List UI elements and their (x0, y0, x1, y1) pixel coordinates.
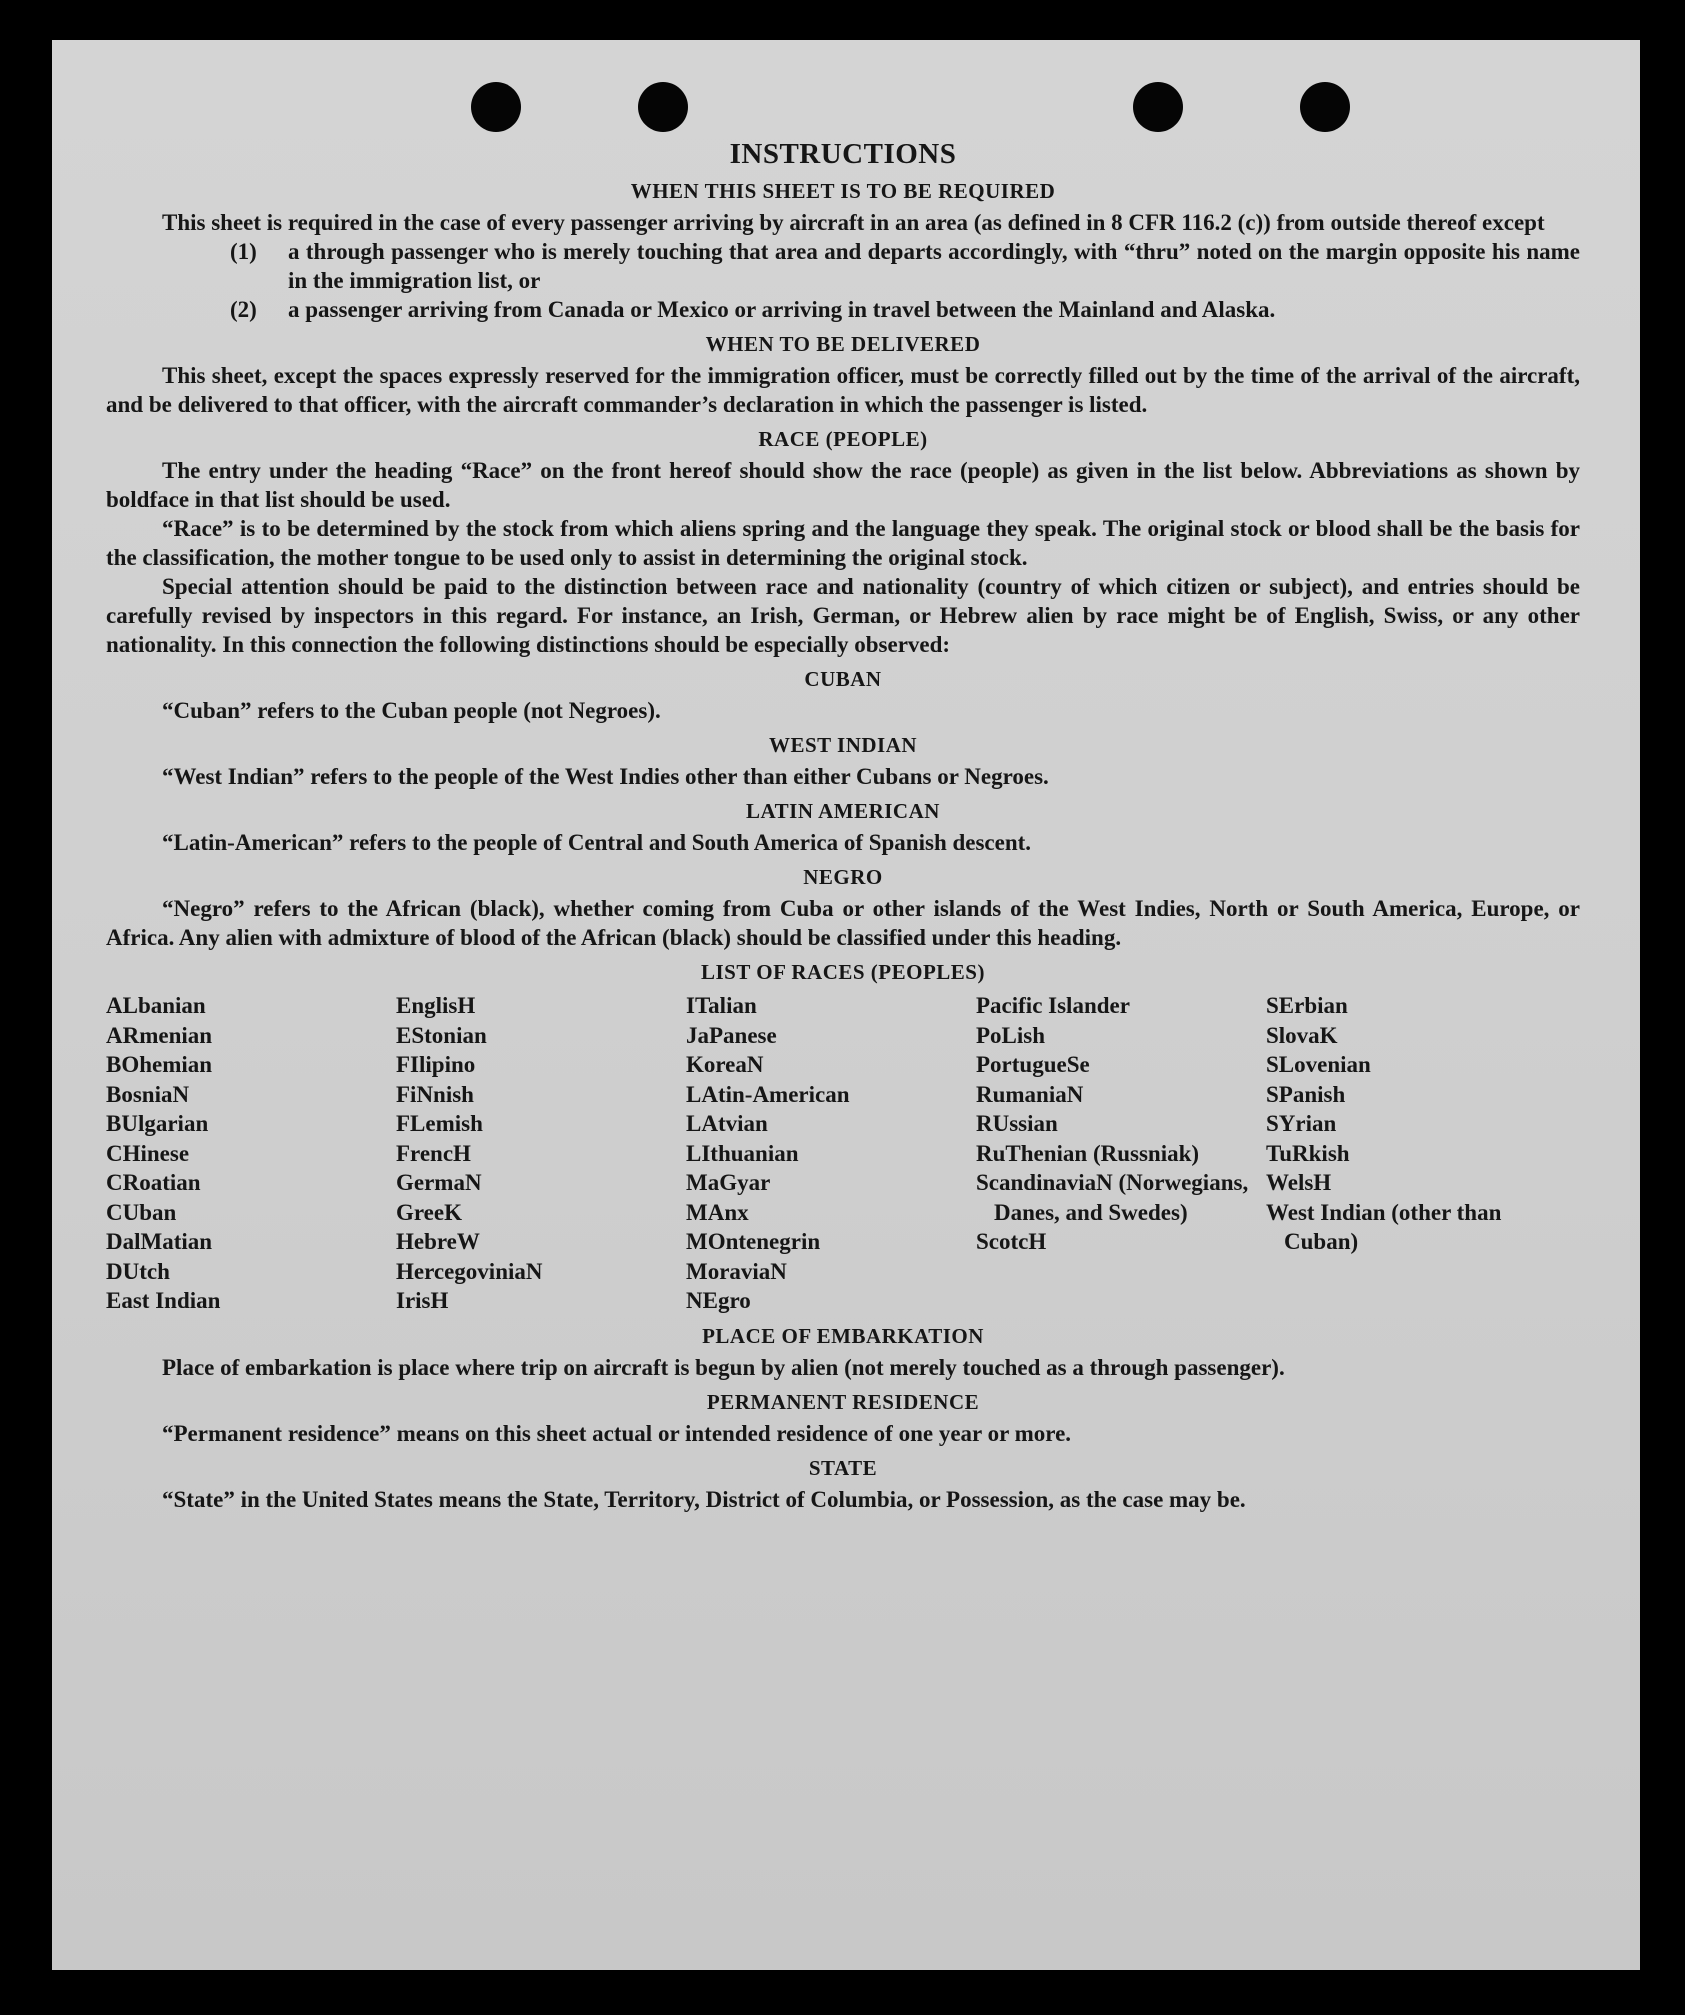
race-list (106, 991, 1580, 1316)
race-entry: MOntenegrin (686, 1229, 821, 1254)
section-heading: WEST INDIAN (768, 733, 918, 757)
exception-item (106, 237, 1580, 295)
section-heading: PERMANENT RESIDENCE (706, 1389, 980, 1414)
race-entry: ITalian (686, 993, 757, 1018)
race-entry: SYrian (1266, 1111, 1337, 1136)
paragraph: “Race” is to be determined by the stock from which aliens spring and the language they speak. The original stock or blood shall be the basis for the classification, the mother tongue to be used only to assist in determining the original stock. (106, 516, 1580, 570)
race-entry: RUssian (976, 1111, 1058, 1136)
race-entry: LIthuanian (686, 1140, 799, 1166)
race-entry: HercegoviniaN (396, 1258, 543, 1284)
race-entry: JaPanese (686, 1022, 777, 1048)
section-heading: WHEN TO BE DELIVERED (705, 332, 981, 356)
paragraph: The entry under the heading “Race” on the front hereof should show the race (people) as given in the list below. Abbreviations as shown by boldface in that list should be used. (106, 458, 1580, 512)
paragraph: “Permanent residence” means on this sheet actual or intended residence of one year or more. (162, 1420, 1072, 1446)
race-entry: ScandinaviaN (Norwegians, Danes, and Swedes) (976, 1170, 1249, 1225)
race-column (976, 991, 1266, 1316)
race-entry: CHinese (106, 1140, 190, 1166)
punch-hole (471, 82, 521, 132)
race-entry: RumaniaN (976, 1081, 1084, 1107)
instructions-content (106, 138, 1580, 1514)
punch-hole (1133, 82, 1183, 132)
race-entry: TuRkish (1266, 1140, 1350, 1166)
race-entry: FLemish (396, 1111, 483, 1136)
race-entry: DUtch (106, 1258, 170, 1284)
race-entry: West Indian (other than Cuban) (1266, 1199, 1502, 1254)
paragraph: This sheet, except the spaces expressly reserved for the immigration officer, must be correctly filled out by the time of the arrival of the aircraft, and be delivered to that officer, with the aircraft commander’s declaration in which the passenger is listed. (106, 363, 1580, 417)
race-entry: GreeK (396, 1199, 462, 1225)
page-title: INSTRUCTIONS (729, 138, 957, 170)
section-heading: CUBAN (804, 667, 882, 691)
race-entry: BUlgarian (106, 1111, 209, 1136)
race-entry: SlovaK (1266, 1022, 1338, 1048)
paragraph: “West Indian” refers to the people of the West Indies other than either Cubans or Negroes. (162, 764, 1049, 789)
item-number: (1) (230, 239, 257, 264)
race-entry: EnglisH (396, 993, 476, 1018)
item-number: (2) (230, 297, 257, 322)
race-entry: PoLish (976, 1022, 1046, 1048)
race-entry: FiNnish (396, 1081, 474, 1107)
section-heading: WHEN THIS SHEET IS TO BE REQUIRED (630, 179, 1056, 203)
race-entry: LAtin-American (686, 1081, 850, 1107)
section-heading: LIST OF RACES (PEOPLES) (701, 960, 985, 984)
race-entry: ScotcH (976, 1229, 1047, 1254)
race-column (686, 991, 976, 1316)
race-entry: ARmenian (106, 1022, 213, 1048)
race-entry: LAtvian (686, 1111, 768, 1136)
exception-item (106, 295, 1580, 324)
race-entry: EStonian (396, 1022, 487, 1048)
race-entry: CUban (106, 1199, 177, 1225)
punch-hole (638, 82, 688, 132)
paragraph: Special attention should be paid to the distinction between race and nationality (country of which citizen or subject), and entries should be carefully revised by inspectors in this regard. For instance, an Irish, German, or Hebrew alien by race might be of English, Swiss, or any other nationality. In this connection the following distinctions should be especially observed: (106, 574, 1580, 657)
race-entry: ALbanian (106, 993, 206, 1018)
race-entry: SPanish (1266, 1081, 1346, 1107)
item-text: a through passenger who is merely touching that area and departs accordingly, with “thru” noted on the margin opposite his name in the immigration list, or (288, 239, 1580, 293)
race-entry: RuThenian (Russniak) (976, 1140, 1200, 1166)
section-heading: PLACE OF EMBARKATION (702, 1323, 984, 1348)
race-entry: NEgro (686, 1288, 751, 1313)
race-entry: PortugueSe (976, 1052, 1090, 1077)
race-entry: DalMatian (106, 1229, 213, 1254)
paragraph: This sheet is required in the case of every passenger arriving by aircraft in an area (as defined in 8 CFR 116.2 (c)) from outside thereof except (162, 210, 1545, 235)
instruction-sheet (52, 40, 1640, 1970)
race-entry: East Indian (106, 1288, 221, 1313)
race-entry: BOhemian (106, 1052, 213, 1077)
race-column (396, 991, 686, 1316)
race-entry: MaGyar (686, 1170, 771, 1195)
race-entry: CRoatian (106, 1170, 201, 1195)
item-text: a passenger arriving from Canada or Mexico or arriving in travel between the Mainland and Alaska. (288, 297, 1276, 322)
punch-hole (1300, 82, 1350, 132)
paragraph: Place of embarkation is place where trip on aircraft is begun by alien (not merely touched as a through passenger). (162, 1354, 1285, 1380)
race-entry: HebreW (396, 1229, 480, 1254)
race-entry: BosniaN (106, 1081, 190, 1107)
race-entry: MoraviaN (686, 1258, 787, 1284)
race-entry: FIlipino (396, 1052, 476, 1077)
race-entry: Pacific Islander (976, 993, 1130, 1018)
race-entry: FrencH (396, 1140, 471, 1166)
paragraph: “Latin-American” refers to the people of Central and South America of Spanish descent. (162, 830, 1032, 855)
race-entry: KoreaN (686, 1052, 764, 1077)
race-entry: SLovenian (1266, 1052, 1371, 1077)
race-column (1266, 991, 1556, 1316)
section-heading: RACE (PEOPLE) (758, 427, 928, 451)
section-heading: STATE (808, 1455, 878, 1480)
race-entry: GermaN (396, 1170, 482, 1195)
race-column (106, 991, 396, 1316)
race-entry: IrisH (396, 1288, 449, 1313)
race-entry: WelsH (1266, 1170, 1332, 1195)
paragraph: “Cuban” refers to the Cuban people (not Negroes). (162, 698, 661, 723)
race-entry: SErbian (1266, 993, 1348, 1018)
section-heading: NEGRO (803, 865, 883, 889)
section-heading: LATIN AMERICAN (746, 799, 940, 823)
paragraph: “State” in the United States means the State, Territory, District of Columbia, or Possession, as the case may be. (162, 1486, 1246, 1512)
paragraph: “Negro” refers to the African (black), whether coming from Cuba or other islands of the West Indies, North or South America, Europe, or Africa. Any alien with admixture of blood of the African (black) should be classified under this heading. (106, 896, 1580, 950)
race-entry: MAnx (686, 1199, 749, 1225)
